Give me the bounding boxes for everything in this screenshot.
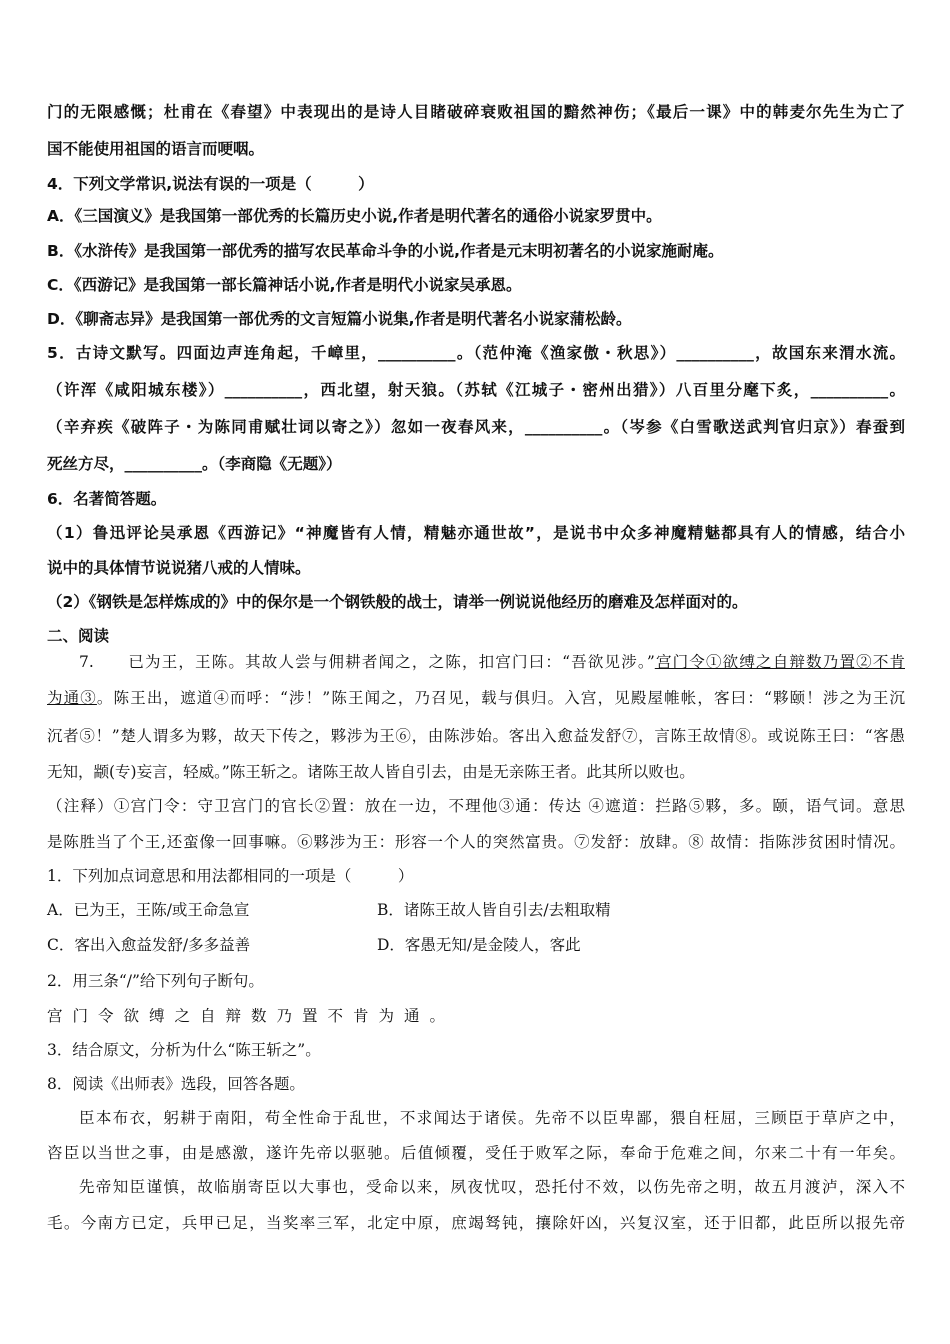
option-row <box>47 935 905 955</box>
question-8: 8．阅读《出师表》选段，回答各题。 <box>47 1075 305 1093</box>
text-line: 门的无限感慨；杜甫在《春望》中表现出的是诗人目睹破碎衰败祖国的黯然神伤；《最后一课》中的韩麦尔先生为亡了 <box>47 103 905 121</box>
passage-text: 。陈王出，遮道④而呼：“涉！”陈王闻之，乃召见，载与俱归。入宫，见殿屋帷帐，客曰：“夥颐！涉之为王沉 <box>96 689 905 707</box>
passage-line <box>47 688 905 708</box>
option-row <box>47 900 905 920</box>
option-d: D．客愚无知/是金陵人，客此 <box>377 936 581 954</box>
sub-question-2: 2．用三条“/”给下列句子断句。 <box>47 972 264 990</box>
passage-line: 臣本布衣，躬耕于南阳，苟全性命于乱世，不求闻达于诸侯。先帝不以臣卑鄙，猥自枉屈，三顾臣于草庐之中， <box>79 1109 905 1127</box>
option-c: C．客出入愈益发舒/多多益善 <box>47 936 251 954</box>
passage-line: 毛。今南方已定，兵甲已足，当奖率三军，北定中原，庶竭驽钝，攘除奸凶，兴复汉室，还于旧都，此臣所以报先帝 <box>47 1214 905 1232</box>
notes-line: （注释）①宫门令：守卫宫门的官长②置：放在一边，不理他③通：传达 ④遮道：拦路⑤夥，多。颐，语气词。意思 <box>47 797 905 815</box>
section-heading: 二、阅读 <box>47 627 110 645</box>
question-6-2: （2）《钢铁是怎样炼成的》中的保尔是一个钢铁般的战士，请举一例说说他经历的磨难及怎样面对的。 <box>47 593 748 611</box>
question-5-line: 死丝方尽，__________。（李商隐《无题》） <box>47 455 342 473</box>
question-6: 6．名著简答题。 <box>47 490 167 508</box>
underlined-text: 宫门令①欲缚之自辩数乃置②不肯 <box>654 653 905 671</box>
underlined-text: 为通③ <box>47 689 97 707</box>
question-5-line: 5．古诗文默写。四面边声连角起，千嶂里，__________。（范仲淹《渔家傲・秋思》）__________，故国东来渭水流。 <box>47 344 905 362</box>
notes-line: 是陈胜当了个王,还蛮像一回事嘛。⑥夥涉为王：形容一个人的突然富贵。⑦发舒：放肆。⑧ 故情：指陈涉贫困时情况。 <box>47 833 905 851</box>
option-b: B．《水浒传》是我国第一部优秀的描写农民革命斗争的小说,作者是元末明初著名的小说家施耐庵。 <box>47 242 724 260</box>
question-5-line: （许浑《咸阳城东楼》）__________，西北望，射天狼。（苏轼《江城子・密州出猎》）八百里分麾下炙，__________。 <box>47 381 905 399</box>
option-a: A．已为王，王陈/或王命急宣 <box>47 901 250 919</box>
passage-line: 沉者⑤！”楚人谓多为夥，故天下传之，夥涉为王⑥，由陈涉始。客出入愈益发舒⑦，言陈王故情⑧。或说陈王曰：“客愚 <box>47 727 905 745</box>
sub-question-1: 1．下列加点词意思和用法都相同的一项是（ ） <box>47 867 414 885</box>
sentence-to-punctuate: 宫门令欲缚之自辩数乃置不肯为通。 <box>47 1007 456 1025</box>
passage-line: 咨臣以当世之事，由是感激，遂许先帝以驱驰。后值倾覆，受任于败军之际，奉命于危难之间，尔来二十有一年矣。 <box>47 1144 905 1162</box>
passage-text: 7. 已为王，王陈。其故人尝与佣耕者闻之，之陈，扣宫门曰：“吾欲见涉。” <box>79 653 655 671</box>
text-line: 国不能使用祖国的语言而哽咽。 <box>47 140 265 158</box>
option-d: D．《聊斋志异》是我国第一部优秀的文言短篇小说集,作者是明代著名小说家蒲松龄。 <box>47 310 632 328</box>
passage-line: 先帝知臣谨慎，故临崩寄臣以大事也，受命以来，夙夜忧叹，恐托付不效，以伤先帝之明，故五月渡泸，深入不 <box>79 1178 905 1196</box>
option-c: C．《西游记》是我国第一部长篇神话小说,作者是明代小说家吴承恩。 <box>47 276 522 294</box>
question-4: 4．下列文学常识,说法有误的一项是（ ） <box>47 175 374 193</box>
question-6-1: 说中的具体情节说说猪八戒的人情味。 <box>47 559 311 577</box>
passage-line: 无知，颛(专)妄言，轻威。”陈王斩之。诸陈王故人皆自引去，由是无亲陈王者。此其所以败也。 <box>47 763 695 781</box>
sub-question-3: 3．结合原文，分析为什么“陈王斩之”。 <box>47 1041 321 1059</box>
option-b: B．诸陈王故人皆自引去/去粗取精 <box>377 901 611 919</box>
question-5-line: （辛弃疾《破阵子・为陈同甫赋壮词以寄之》）忽如一夜春风来，__________。（岑参《白雪歌送武判官归京》）春蚕到 <box>47 418 905 436</box>
question-6-1: （1）鲁迅评论吴承恩《西游记》“神魔皆有人情，精魅亦通世故”，是说书中众多神魔精魅都具有人的情感，结合小 <box>47 524 905 542</box>
option-a: A．《三国演义》是我国第一部优秀的长篇历史小说,作者是明代著名的通俗小说家罗贯中。 <box>47 207 662 225</box>
passage-line <box>47 652 905 672</box>
